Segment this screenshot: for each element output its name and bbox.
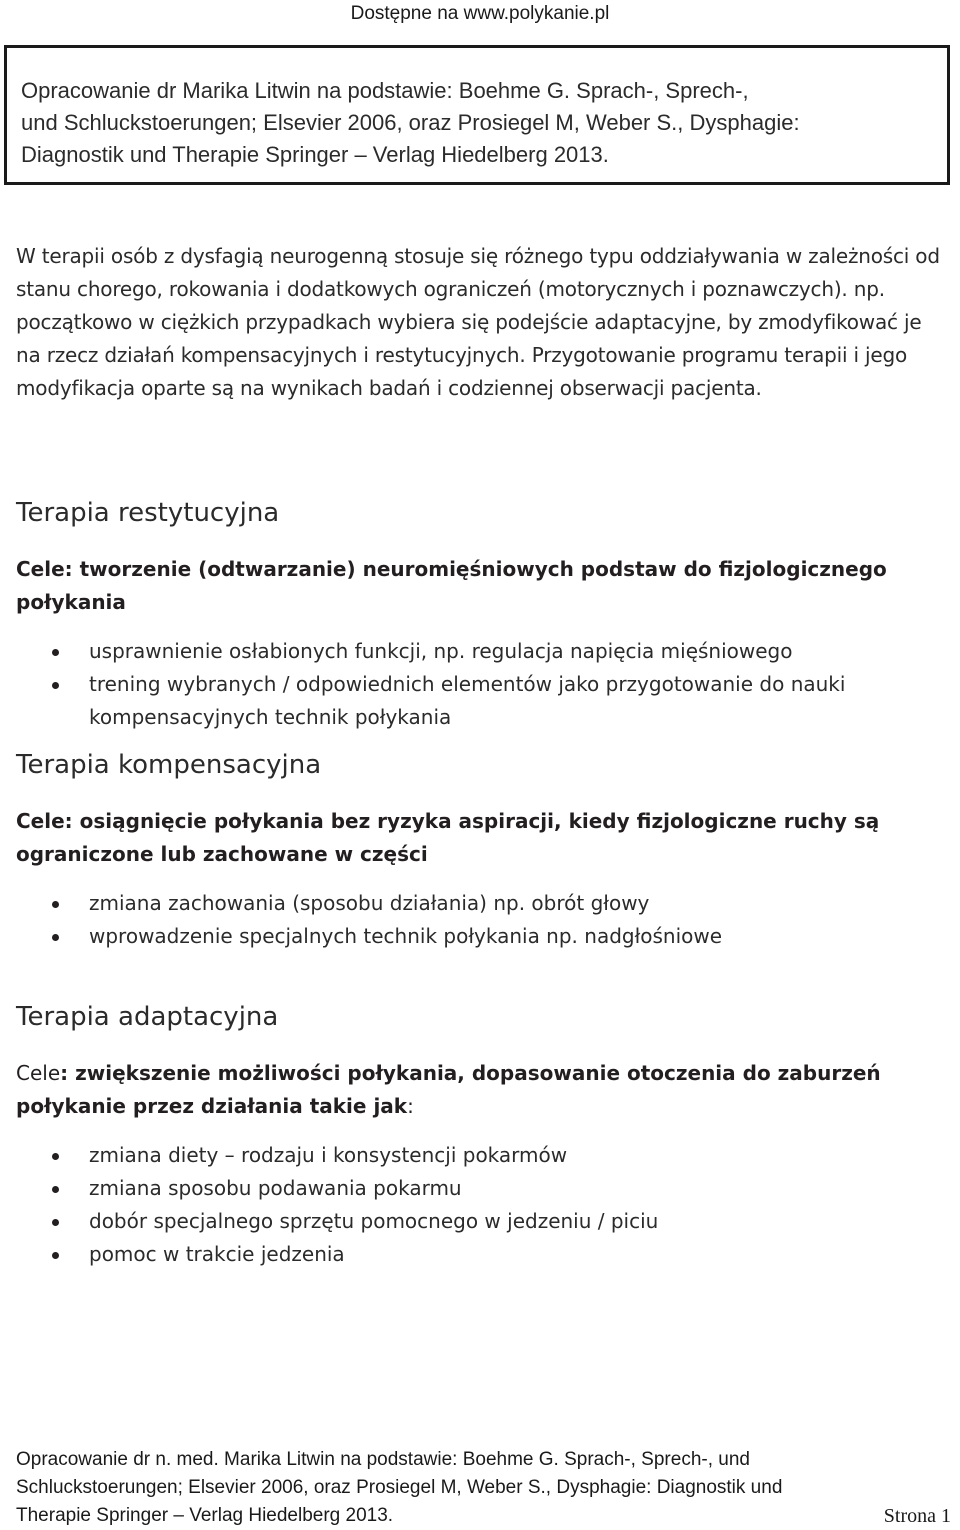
list-item bbox=[0, 920, 930, 953]
bullet-icon bbox=[52, 649, 59, 656]
bullet-list-adaptacyjna bbox=[0, 1139, 930, 1271]
footer-line: Therapie Springer – Verlag Hiedelberg 2013. bbox=[16, 1505, 394, 1526]
bullet-icon bbox=[52, 1219, 59, 1226]
goals-label: Cele bbox=[16, 1061, 61, 1085]
list-item-text: zmiana sposobu podawania pokarmu bbox=[89, 1176, 462, 1200]
intro-paragraph: W terapii osób z dysfagią neurogenną stosuje się różnego typu oddziaływania w zależności od stanu chorego, rokowania i dodatkowych ograniczeń (motorycznych i poznawczych). np. początkowo w ciężkich przypadkach wybiera się podejście adaptacyjne, by zmodyfikować je na rzecz działań kompensacyjnych i restytucyjnych. Przygotowanie programu terapii i jego modyfikacja oparte są na wynikach badań i codziennej obserwacji pacjenta. bbox=[16, 244, 940, 400]
list-item-text: zmiana diety – rodzaju i konsystencji pokarmów bbox=[89, 1143, 568, 1167]
section-goals-restytucyjna bbox=[16, 553, 951, 619]
citation-line: Opracowanie dr Marika Litwin na podstawie: Boehme G. Sprach-, Sprech-, bbox=[21, 78, 749, 103]
section-title-restytucyjna: Terapia restytucyjna bbox=[16, 498, 280, 528]
section-title-adaptacyjna: Terapia adaptacyjna bbox=[16, 1002, 279, 1032]
section-goals-kompensacyjna bbox=[16, 805, 951, 871]
bullet-icon bbox=[52, 934, 59, 941]
goals-text: osiągnięcie połykania bez ryzyka aspiracji, kiedy fizjologiczne ruchy są ograniczone lub zachowane w części bbox=[16, 809, 880, 866]
goals-text: tworzenie (odtwarzanie) neuromięśniowych podstaw do fizjologicznego połykania bbox=[16, 557, 887, 614]
list-item-text: usprawnienie osłabionych funkcji, np. regulacja napięcia mięśniowego bbox=[89, 639, 793, 663]
footer-line: Schluckstoerungen; Elsevier 2006, oraz Prosiegel M, Weber S., Dysphagie: Diagnostik und bbox=[16, 1477, 783, 1498]
list-item-text: trening wybranych / odpowiednich elementów jako przygotowanie do nauki kompensacyjnych technik połykania bbox=[89, 672, 846, 729]
citation-box bbox=[4, 45, 950, 185]
section-goals-adaptacyjna bbox=[16, 1057, 951, 1123]
bullet-icon bbox=[52, 1186, 59, 1193]
bullet-list-kompensacyjna bbox=[0, 887, 930, 953]
footer-line: Opracowanie dr n. med. Marika Litwin na podstawie: Boehme G. Sprach-, Sprech-, und bbox=[16, 1449, 750, 1470]
list-item bbox=[0, 1238, 930, 1271]
page-number: Strona 1 bbox=[883, 1505, 951, 1527]
list-item bbox=[0, 635, 930, 668]
list-item-text: zmiana zachowania (sposobu działania) np. obrót głowy bbox=[89, 891, 650, 915]
bullet-icon bbox=[52, 682, 59, 689]
goals-suffix: : bbox=[407, 1094, 414, 1118]
bullet-icon bbox=[52, 1252, 59, 1259]
goals-label: Cele: bbox=[16, 557, 80, 581]
list-item bbox=[0, 887, 930, 920]
bullet-list-restytucyjna bbox=[0, 635, 930, 734]
list-item-text: pomoc w trakcie jedzenia bbox=[89, 1242, 345, 1266]
citation-line: und Schluckstoerungen; Elsevier 2006, oraz Prosiegel M, Weber S., Dysphagie: bbox=[21, 110, 800, 135]
list-item-text: dobór specjalnego sprzętu pomocnego w jedzeniu / piciu bbox=[89, 1209, 659, 1233]
bullet-icon bbox=[52, 1153, 59, 1160]
goals-label: Cele: bbox=[16, 809, 80, 833]
section-title-kompensacyjna: Terapia kompensacyjna bbox=[16, 750, 322, 780]
list-item bbox=[0, 1139, 930, 1172]
bullet-icon bbox=[52, 901, 59, 908]
list-item bbox=[0, 1205, 930, 1238]
page-footer bbox=[16, 1446, 951, 1530]
list-item bbox=[0, 668, 930, 734]
list-item bbox=[0, 1172, 930, 1205]
citation-line: Diagnostik und Therapie Springer – Verlag Hiedelberg 2013. bbox=[21, 142, 609, 167]
list-item-text: wprowadzenie specjalnych technik połykania np. nadgłośniowe bbox=[89, 924, 723, 948]
goals-text: : zwiększenie możliwości połykania, dopasowanie otoczenia do zaburzeń połykanie przez działania takie jak bbox=[16, 1061, 881, 1118]
page-header: Dostępne na www.polykanie.pl bbox=[350, 3, 610, 24]
